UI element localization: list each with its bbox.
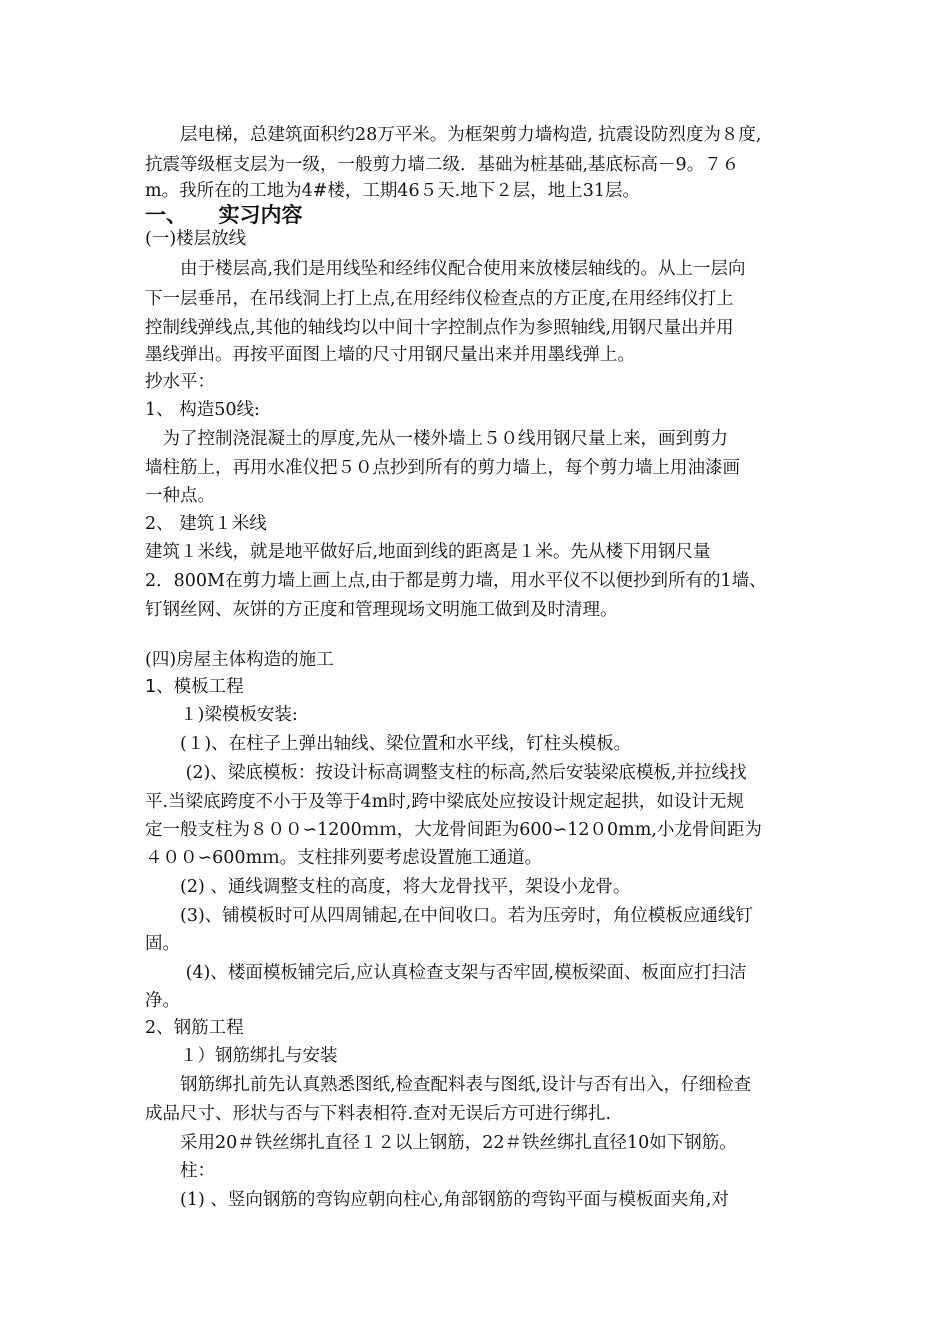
item-2-title: 2、 建筑１米线 — [145, 514, 267, 534]
paragraph-line: 净。 — [145, 991, 180, 1011]
paragraph-line: (1) 、竖向钢筋的弯钩应朝向柱心,角部钢筋的弯钩平面与模板面夹角,对 — [145, 1190, 729, 1210]
intro-line-1: 层电梯，总建筑面积约28万平米。为框架剪力墙构造, 抗震设防烈度为８度, — [145, 125, 762, 145]
paragraph-line: 为了控制浇混凝土的厚度,先从一楼外墙上５０线用钢尺量上来，画到剪力 — [145, 429, 729, 449]
paragraph-line: 钢筋绑扎前先认真熟悉图纸,检查配料表与图纸,设计与否有出入，仔细检查 — [145, 1075, 752, 1095]
paragraph-line: (2)、梁底模板：按设计标高调整支柱的标高,然后安装梁底模板,并拉线找 — [145, 763, 747, 783]
paragraph-line: 柱： — [145, 1161, 215, 1181]
paragraph-line: 钉钢丝网、灰饼的方正度和管理现场文明施工做到及时清理。 — [145, 600, 618, 620]
intro-line-2: 抗震等级框支层为一级，一般剪力墙二级．基础为桩基础,基底标高－9。７６ — [145, 155, 740, 175]
paragraph-line: (4)、楼面模板铺完后,应认真检查支架与否牢固,模板梁面、板面应打扫洁 — [145, 963, 747, 983]
section-heading: 一、 实习内容 — [145, 203, 303, 227]
subsection-title-floor-layout: (一)楼层放线 — [145, 229, 247, 249]
item-1-title: 1、 构造50线: — [145, 400, 260, 420]
rebar-tie-title: １）钢筋绑扎与安装 — [145, 1046, 338, 1066]
paragraph-line: 一种点。 — [145, 486, 215, 506]
paragraph-line: 成品尺寸、形状与否与下料表相符.查对无误后方可进行绑扎. — [145, 1104, 612, 1124]
paragraph-line: (3)、铺模板时可从四周铺起,在中间收口。若为压旁时，角位模板应通线钉 — [145, 906, 753, 926]
paragraph-line: 下一层垂吊，在吊线洞上打上点,在用经纬仪检查点的方正度,在用经纬仪打上 — [145, 289, 734, 309]
paragraph-line: 2．800M在剪力墙上画上点,由于都是剪力墙，用水平仪不以便抄到所有的1墙、 — [145, 571, 767, 591]
paragraph-line: 控制线弹线点,其他的轴线均以中间十字控制点作为参照轴线,用钢尺量出并用 — [145, 318, 734, 338]
rebar-title: 2、钢筋工程 — [145, 1018, 244, 1038]
intro-line-3: m。我所在的工地为4#楼，工期46５天.地下２层，地上31层。 — [145, 181, 640, 201]
subsection-title-main-structure: (四)房屋主体构造的施工 — [145, 650, 334, 670]
paragraph-line: 固。 — [145, 934, 180, 954]
paragraph-line: 墙柱筋上，再用水准仪把５０点抄到所有的剪力墙上，每个剪力墙上用油漆画 — [145, 458, 740, 478]
paragraph-line: (１)、在柱子上弹出轴线、梁位置和水平线，钉柱头模板。 — [145, 734, 632, 754]
paragraph-line: 由于楼层高,我们是用线坠和经纬仪配合使用来放楼层轴线的。从上一层向 — [145, 259, 746, 279]
paragraph-line: (2) 、通线调整支柱的高度，将大龙骨找平，架设小龙骨。 — [145, 877, 631, 897]
paragraph-line: ４００∽600mｍ。支柱排列要考虑设置施工通道。 — [145, 848, 543, 868]
leveling-title: 抄水平： — [145, 372, 215, 392]
paragraph-line: 采用20＃铁丝绑扎直径１２以上钢筋，22＃铁丝绑扎直径10如下钢筋。 — [145, 1133, 737, 1153]
paragraph-line: 建筑１米线，就是地平做好后,地面到线的距离是１米。先从楼下用钢尺量 — [145, 542, 711, 562]
paragraph-line: 定一般支柱为８００∽1200ｍｍ，大龙骨间距为600∽12０0mm,小龙骨间距为 — [145, 820, 762, 840]
beam-formwork-title: １)梁模板安装: — [145, 705, 298, 725]
paragraph-line: 平.当梁底跨度不小于及等于4m时,跨中梁底处应按设计规定起拱，如设计无规 — [145, 792, 744, 812]
formwork-title: 1、模板工程 — [145, 677, 244, 697]
paragraph-line: 墨线弹出。再按平面图上墙的尺寸用钢尺量出来并用墨线弹上。 — [145, 345, 635, 365]
